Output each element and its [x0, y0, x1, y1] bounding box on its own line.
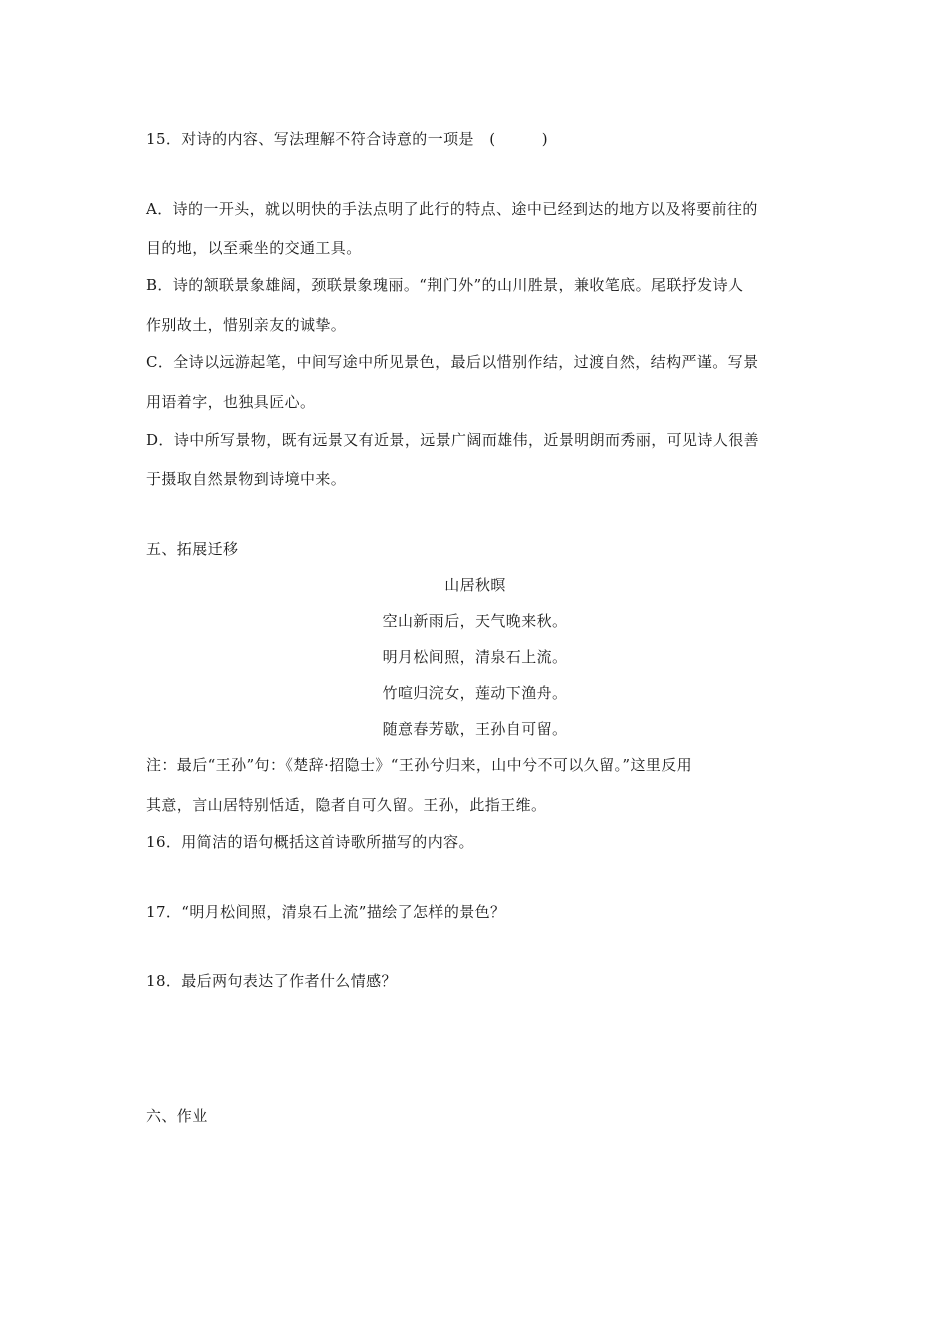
question-17: 17．“明月松间照，清泉石上流”描绘了怎样的景色？	[146, 903, 506, 921]
option-a-line-2: 目的地，以至乘坐的交通工具。	[146, 239, 362, 257]
option-b-line-1: B．诗的颔联景象雄阔，颈联景象瑰丽。“荆门外”的山川胜景，兼收笔底。尾联抒发诗人	[146, 276, 744, 294]
note-line-2: 其意，言山居特别恬适，隐者自可久留。王孙，此指王维。	[146, 796, 547, 814]
option-a-line-1: A．诗的一开头，就以明快的手法点明了此行的特点、途中已经到达的地方以及将要前往的	[146, 200, 758, 218]
option-b-line-2: 作别故土，惜别亲友的诚挚。	[146, 316, 347, 334]
poem-line-3: 竹喧归浣女，莲动下渔舟。	[382, 684, 568, 702]
question-16: 16．用简洁的语句概括这首诗歌所描写的内容。	[146, 833, 474, 851]
option-d-line-1: D．诗中所写景物，既有远景又有近景，远景广阔而雄伟，近景明朗而秀丽，可见诗人很善	[146, 431, 760, 449]
section-6-heading: 六、作业	[146, 1107, 208, 1125]
option-c-line-1: C．全诗以远游起笔，中间写途中所见景色，最后以惜别作结，过渡自然，结构严谨。写景	[146, 353, 759, 371]
question-15-stem: 15．对诗的内容、写法理解不符合诗意的一项是 ( )	[146, 130, 548, 148]
note-line-1: 注：最后“王孙”句：《楚辞·招隐士》“王孙兮归来，山中兮不可以久留。”这里反用	[146, 756, 693, 774]
section-5-heading: 五、拓展迁移	[146, 540, 239, 558]
poem-line-2: 明月松间照，清泉石上流。	[382, 648, 568, 666]
poem-title: 山居秋暝	[444, 576, 506, 594]
poem-line-4: 随意春芳歇，王孙自可留。	[382, 720, 568, 738]
option-d-line-2: 于摄取自然景物到诗境中来。	[146, 470, 347, 488]
question-18: 18．最后两句表达了作者什么情感？	[146, 972, 397, 990]
option-c-line-2: 用语着字，也独具匠心。	[146, 393, 316, 411]
poem-line-1: 空山新雨后，天气晚来秋。	[382, 612, 568, 630]
